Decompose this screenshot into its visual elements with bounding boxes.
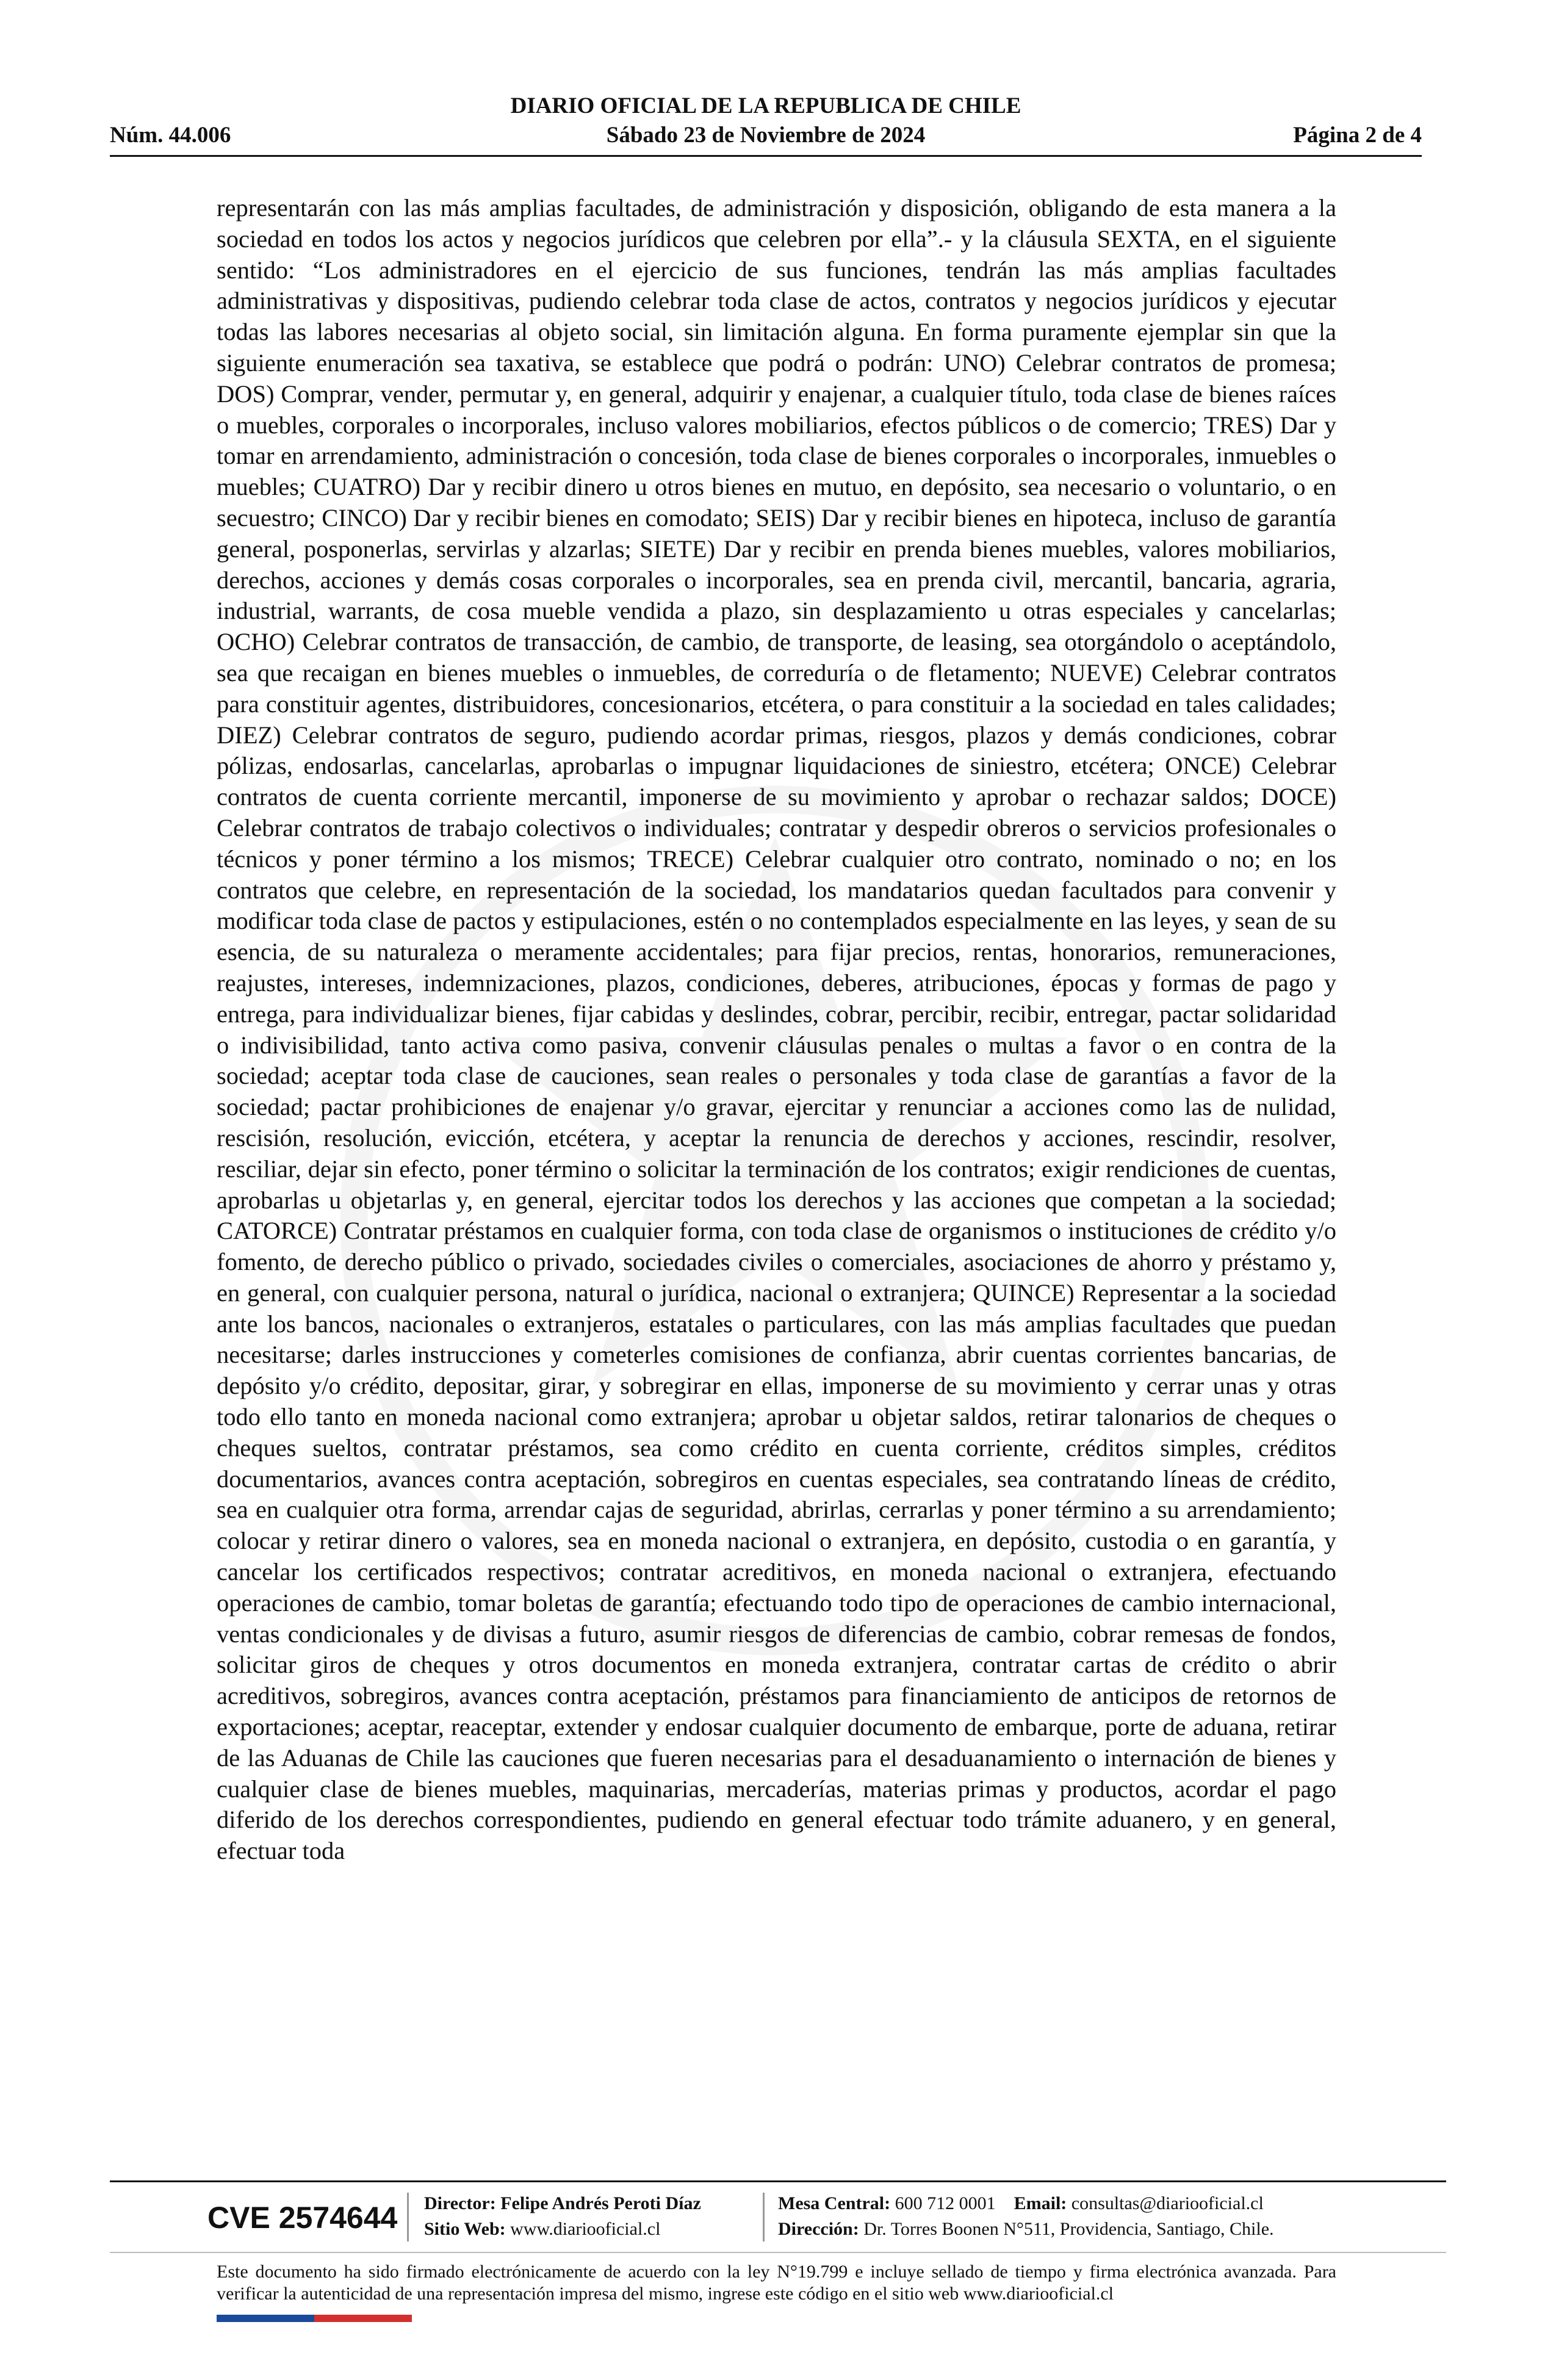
website-link[interactable]: www.diariooficial.cl [510,2219,661,2239]
document-body: representarán con las más amplias facultades, de administración y disposición, obligando de esta manera a la sociedad en todos los actos y negocios jurídicos que celebren por ella”.- y la cláusula SEXTA, en el siguiente sentido: “Los administradores en el ejercicio de sus funciones, tendrán las más amplias facultades administrativas y dispositivas, pudiendo celebrar toda clase de actos, contratos y negocios jurídicos y ejecutar todas las labores necesarias al objeto social, sin limitación alguna. En forma puramente ejemplar sin que la siguiente enumeración sea taxativa, se establece que podrá o podrán: UNO) Celebrar contratos de promesa; DOS) Comprar, vender, permutar y, en general, adquirir y enajenar, a cualquier título, toda clase de bienes raíces o muebles, corporales o incorporales, incluso valores mobiliarios, efectos públicos o de comercio; TRES) Dar y tomar en arrendamiento, administración o concesión, toda clase de bienes corporales o incorporales, inmuebles o muebles; CUATRO) Dar y recibir dinero u otros bienes en mutuo, en depósito, sea necesario o voluntario, o en secuestro; CINCO) Dar y recibir bienes en comodato; SEIS) Dar y recibir bienes en hipoteca, incluso de garantía general, posponerlas, servirlas y alzarlas; SIETE) Dar y recibir en prenda bienes muebles, valores mobiliarios, derechos, acciones y demás cosas corporales o incorporales, sea en prenda civil, mercantil, bancaria, agraria, industrial, warrants, de cosa mueble vendida a plazo, sin desplazamiento u otras especiales y cancelarlas; OCHO) Celebrar contratos de transacción, de cambio, de transporte, de leasing, sea otorgándolo o aceptándolo, sea que recaigan en bienes muebles o inmuebles, de correduría o de fletamento; NUEVE) Celebrar contratos para constituir agentes, distribuidores, concesionarios, etcétera, o para constituir a la sociedad en tales calidades; DIEZ) Celebrar contratos de seguro, pudiendo acordar primas, riesgos, plazos y demás condiciones, cobrar pólizas, endosarlas, cancelarlas, aprobarlas o impugnar liquidaciones de siniestro, etcétera; ONCE) Celebrar contratos de cuenta corriente mercantil, imponerse de su movimiento y aprobar o rechazar saldos; DOCE) Celebrar contratos de trabajo colectivos o individuales; contratar y despedir obreros o servicios profesionales o técnicos y poner término a los mismos; TRECE) Celebrar cualquier otro contrato, nominado o no; en los contratos que celebre, en representación de la sociedad, los mandatarios quedan facultados para convenir y modificar toda clase de pactos y estipulaciones, estén o no contemplados especialmente en las leyes, y sean de su esencia, de su naturaleza o meramente accidentales; para fijar precios, rentas, honorarios, remuneraciones, reajustes, intereses, indemnizaciones, plazos, condiciones, deberes, atribuciones, épocas y formas de pago y entrega, para individualizar bienes, fijar cabidas y deslindes, cobrar, percibir, recibir, entregar, pactar solidaridad o indivisibilidad, tanto activa como pasiva, convenir cláusulas penales o multas a favor o en contra de la sociedad; aceptar toda clase de cauciones, sean reales o personales y toda clase de garantías a favor de la sociedad; pactar prohibiciones de enajenar y/o gravar, ejercitar y renunciar a acciones como las de nulidad, rescisión, resolución, evicción, etcétera, y aceptar la renuncia de derechos y acciones, rescindir, resolver, resciliar, dejar sin efecto, poner término o solicitar la terminación de los contratos; exigir rendiciones de cuentas, aprobarlas u objetarlas y, en general, ejercitar todos los derechos y las acciones que competan a la sociedad; CATORCE) Contratar préstamos en cualquier forma, con toda clase de organismos o instituciones de crédito y/o fomento, de derecho público o privado, sociedades civiles o comerciales, asociaciones de ahorro y préstamo y, en general, con cualquier persona, natural o jurídica, nacional o extranjera; QUINCE) Representar a la sociedad ante los bancos, nacionales o extranjeros, estatales o particulares, con las más amplias facultades que puedan necesitarse; darles instrucciones y cometerles comisiones de confianza, abrir cuentas corrientes bancarias, de depósito y/o crédito, depositar, girar, y sobregirar en ellas, imponerse de su movimiento y cerrar unas y otras todo ello tanto en moneda nacional como extranjera; aprobar u objetar saldos, retirar talonarios de cheques o cheques sueltos, contratar préstamos, sea como crédito en cuenta corriente, créditos simples, créditos documentarios, avances contra aceptación, sobregiros en cuentas especiales, sea contratando líneas de crédito, sea en cualquier otra forma, arrendar cajas de seguridad, abrirlas, cerrarlas y poner término a su arrendamiento; colocar y retirar dinero o valores, sea en moneda nacional o extranjera, en depósito, custodia o en garantía, y cancelar los certificados respectivos; contratar acreditivos, en moneda nacional o extranjera, efectuando operaciones de cambio, tomar boletas de garantía; efectuando todo tipo de operaciones de cambio internacional, ventas condicionales y de divisas a futuro, asumir riesgos de diferencias de cambio, cobrar remesas de fondos, solicitar giros de cheques y otros documentos en moneda extranjera, contratar cartas de crédito o abrir acreditivos, sobregiros, avances contra aceptación, préstamos para financiamiento de anticipos de retornos de exportaciones; aceptar, reaceptar, extender y endosar cualquier documento de embarque, porte de aduana, retirar de las Aduanas de Chile las cauciones que fueren necesarias para el desaduanamiento o internación de bienes y cualquier clase de bienes muebles, maquinarias, mercaderías, materias primas y productos, acordar el pago diferido de los derechos correspondientes, pudiendo en general efectuar todo trámite aduanero, y en general, efectuar toda [217,194,1336,1865]
header-rule [110,155,1422,157]
address-value: Dr. Torres Boonen N°511, Providencia, Santiago, Chile. [863,2219,1274,2239]
footer-contact-block [778,2191,1274,2242]
footer-separator [763,2193,765,2241]
email-label: Email: [1014,2193,1067,2213]
issue-date: Sábado 23 de Noviembre de 2024 [606,123,926,148]
issue-number: Núm. 44.006 [110,123,231,148]
flag-blue-stripe [217,2315,314,2322]
website-label: Sitio Web: [424,2219,506,2239]
footer-director-block [424,2191,701,2242]
cve-code: CVE 2574644 [207,2201,398,2235]
header-center [110,92,1422,150]
footer-rule-secondary [110,2252,1446,2253]
director-line [424,2191,701,2216]
address-label: Dirección: [778,2219,859,2239]
footer-separator [407,2193,409,2241]
director-label: Director: [424,2193,496,2213]
flag-red-stripe [314,2315,412,2322]
signature-disclaimer: Este documento ha sido firmado electrónicamente de acuerdo con la ley N°19.799 e incluye sellado de tiempo y firma electrónica avanzada. Para verificar la autenticidad de una representación impresa del mismo, ingrese este código en el sitio web www.diariooficial.cl [217,2262,1336,2304]
address-line [778,2216,1274,2242]
mesa-label: Mesa Central: [778,2193,891,2213]
newspaper-title: DIARIO OFICIAL DE LA REPUBLICA DE CHILE [510,93,1021,118]
website-line [424,2216,701,2242]
mesa-phone: 600 712 0001 [895,2193,996,2213]
page-header [110,92,1422,159]
email-link[interactable]: consultas@diariooficial.cl [1071,2193,1264,2213]
contact-line [778,2191,1274,2216]
flag-color-bar [217,2315,412,2322]
footer-rule [110,2180,1446,2182]
page-number: Página 2 de 4 [1293,123,1422,148]
director-name: Felipe Andrés Peroti Díaz [500,2193,701,2213]
